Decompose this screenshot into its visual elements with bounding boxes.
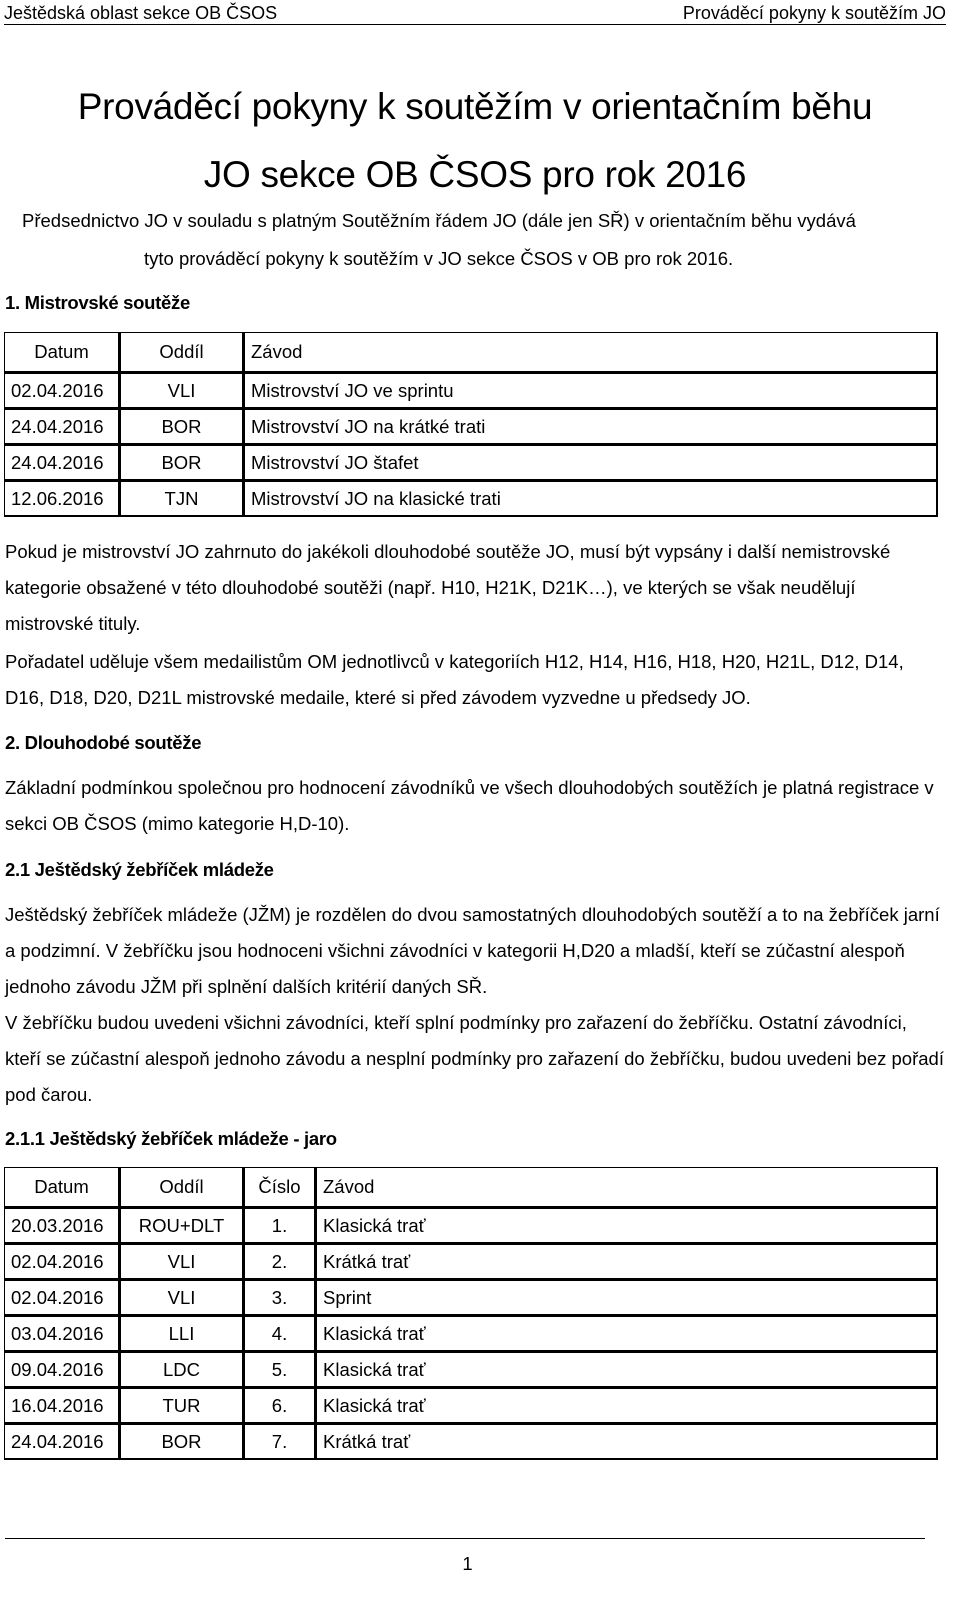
number-cell: 5. bbox=[244, 1352, 316, 1388]
number-cell: 3. bbox=[244, 1280, 316, 1316]
date-cell: 03.04.2016 bbox=[4, 1316, 120, 1352]
number-cell: 4. bbox=[244, 1316, 316, 1352]
section211-heading: 2.1.1 Ještědský žebříček mládeže - jaro bbox=[5, 1128, 337, 1149]
section21-heading: 2.1 Ještědský žebříček mládeže bbox=[5, 859, 274, 880]
table-row bbox=[4, 1424, 938, 1460]
date-cell: 12.06.2016 bbox=[4, 481, 120, 517]
number-cell: 2. bbox=[244, 1244, 316, 1280]
table-header-row bbox=[4, 1167, 938, 1208]
date-cell: 24.04.2016 bbox=[4, 445, 120, 481]
table-row bbox=[4, 1388, 938, 1424]
race-cell: Klasická trať bbox=[316, 1352, 938, 1388]
date-cell: 24.04.2016 bbox=[4, 409, 120, 445]
race-cell: Mistrovství JO štafet bbox=[244, 445, 938, 481]
table-row bbox=[4, 1208, 938, 1244]
date-cell: 24.04.2016 bbox=[4, 1424, 120, 1460]
table-row bbox=[4, 445, 938, 481]
medals-paragraph: Pořadatel uděluje všem medailistům OM jednotlivců v kategoriích H12, H14, H16, H18, H20, H21L, D12, D14, D16, D18, D20, D21L mistrovské medaile, které si před závodem vyzvedne u předsedy JO. bbox=[5, 651, 904, 708]
race-cell: Mistrovství JO na klasické trati bbox=[244, 481, 938, 517]
race-cell: Mistrovství JO ve sprintu bbox=[244, 373, 938, 409]
header-cell: Závod bbox=[316, 1167, 938, 1208]
header-cell: Oddíl bbox=[120, 1167, 244, 1208]
date-cell: 16.04.2016 bbox=[4, 1388, 120, 1424]
club-cell: LDC bbox=[120, 1352, 244, 1388]
race-cell: Klasická trať bbox=[316, 1208, 938, 1244]
header-org-name: Ještědská oblast sekce OB ČSOS bbox=[4, 3, 278, 23]
document-title-line2: JO sekce OB ČSOS pro rok 2016 bbox=[203, 154, 747, 195]
club-cell: VLI bbox=[120, 373, 244, 409]
race-cell: Mistrovství JO na krátké trati bbox=[244, 409, 938, 445]
club-cell: VLI bbox=[120, 1280, 244, 1316]
race-cell: Krátká trať bbox=[316, 1424, 938, 1460]
header-cell: Datum bbox=[4, 1167, 120, 1208]
championship-note-paragraph: Pokud je mistrovství JO zahrnuto do jakékoli dlouhodobé soutěže JO, musí být vypsány i další nemistrovské kategorie obsažené v této dlouhodobé soutěži (např. H10, H21K, D21K…), ve kterých se však neudělují mistrovské tituly. bbox=[5, 541, 891, 634]
championship-table bbox=[4, 332, 938, 517]
intro-line1: Předsednictvo JO v souladu s platným Soutěžním řádem JO (dále jen SŘ) v orientačním běhu vydává bbox=[22, 210, 856, 231]
date-cell: 20.03.2016 bbox=[4, 1208, 120, 1244]
club-cell: TJN bbox=[120, 481, 244, 517]
section1-heading: 1. Mistrovské soutěže bbox=[5, 292, 190, 313]
header-cell: Závod bbox=[244, 332, 938, 373]
header-doc-title: Prováděcí pokyny k soutěžím JO bbox=[682, 3, 946, 23]
club-cell: TUR bbox=[120, 1388, 244, 1424]
club-cell: ROU+DLT bbox=[120, 1208, 244, 1244]
table-row bbox=[4, 1280, 938, 1316]
section2-paragraph: Základní podmínkou společnou pro hodnocení závodníků ve všech dlouhodobých soutěžích je platná registrace v sekci OB ČSOS (mimo kategorie H,D-10). bbox=[5, 777, 934, 834]
section21-paragraph2: V žebříčku budou uvedeni všichni závodníci, kteří splní podmínky pro zařazení do žebříčku. Ostatní závodníci, kteří se zúčastní alespoň jednoho závodu a nesplní podmínky pro zařazení do žebříčku, budou uvedeni bez pořadí pod čarou. bbox=[5, 1012, 944, 1105]
race-cell: Krátká trať bbox=[316, 1244, 938, 1280]
table-row bbox=[4, 1316, 938, 1352]
club-cell: VLI bbox=[120, 1244, 244, 1280]
date-cell: 02.04.2016 bbox=[4, 373, 120, 409]
race-cell: Klasická trať bbox=[316, 1316, 938, 1352]
section2-heading: 2. Dlouhodobé soutěže bbox=[5, 732, 202, 753]
page-header bbox=[4, 2, 946, 25]
spring-ladder-table bbox=[4, 1167, 938, 1460]
club-cell: BOR bbox=[120, 1424, 244, 1460]
table-row bbox=[4, 409, 938, 445]
header-cell: Číslo bbox=[244, 1167, 316, 1208]
race-cell: Klasická trať bbox=[316, 1388, 938, 1424]
number-cell: 6. bbox=[244, 1388, 316, 1424]
table-header-row bbox=[4, 332, 938, 373]
header-cell: Oddíl bbox=[120, 332, 244, 373]
table-row bbox=[4, 1352, 938, 1388]
page-number: 1 bbox=[462, 1553, 473, 1574]
club-cell: LLI bbox=[120, 1316, 244, 1352]
header-cell: Datum bbox=[4, 332, 120, 373]
table-row bbox=[4, 481, 938, 517]
intro-line2: tyto prováděcí pokyny k soutěžím v JO sekce ČSOS v OB pro rok 2016. bbox=[144, 248, 734, 269]
date-cell: 02.04.2016 bbox=[4, 1244, 120, 1280]
footer-divider bbox=[5, 1538, 925, 1539]
club-cell: BOR bbox=[120, 409, 244, 445]
table-row bbox=[4, 1244, 938, 1280]
table-row bbox=[4, 373, 938, 409]
date-cell: 02.04.2016 bbox=[4, 1280, 120, 1316]
club-cell: BOR bbox=[120, 445, 244, 481]
number-cell: 1. bbox=[244, 1208, 316, 1244]
section21-paragraph1: Ještědský žebříček mládeže (JŽM) je rozdělen do dvou samostatných dlouhodobých soutěží a to na žebříček jarní a podzimní. V žebříčku jsou hodnoceni všichni závodníci v kategorii H,D20 a mladší, kteří se zúčastní alespoň jednoho závodu JŽM při splnění dalších kritérií daných SŘ. bbox=[5, 904, 940, 997]
date-cell: 09.04.2016 bbox=[4, 1352, 120, 1388]
document-title-line1: Prováděcí pokyny k soutěžím v orientačním běhu bbox=[77, 86, 873, 127]
number-cell: 7. bbox=[244, 1424, 316, 1460]
race-cell: Sprint bbox=[316, 1280, 938, 1316]
